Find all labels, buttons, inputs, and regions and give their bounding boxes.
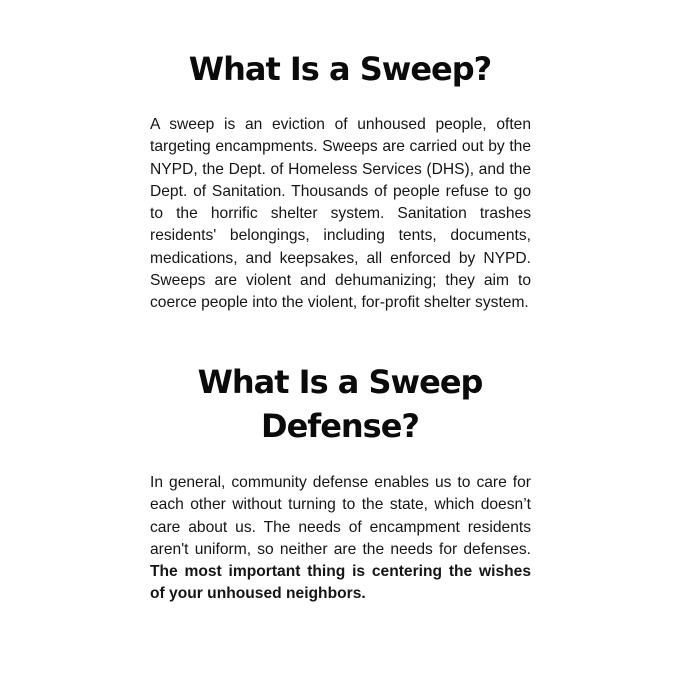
section-title-sweep-defense xyxy=(0,360,680,448)
paragraph-bold-text: The most important thing is centering the wishes of your unhoused neighbors. xyxy=(150,563,531,603)
section-title-what-is-a-sweep xyxy=(0,47,680,91)
section-paragraph-sweep: A sweep is an eviction of unhoused people, often targeting encampments. Sweeps are carried out by the NYPD, the Dept. of Homeless Services (DHS), and the Dept. of Sanitation. Thousands of people refuse to go to the horrific shelter system. Sanitation trashes residents' belongings, including tents, documents, medications, and keepsakes, all enforced by NYPD. Sweeps are violent and dehumanizing; they aim to coerce people into the violent, for-profit shelter system. xyxy=(150,116,531,312)
section-title-text: What Is a Sweep? xyxy=(188,50,492,88)
section-title-line-1: What Is a Sweep xyxy=(197,363,483,401)
section-paragraph-sweep-defense xyxy=(150,472,531,606)
section-title-line-2: Defense? xyxy=(261,407,419,445)
paragraph-regular-text: In general, community defense enables us to care for each other without turning to the state, which doesn’t care about us. The needs of encampment residents aren't uniform, so neither are the needs for defenses. xyxy=(150,474,531,558)
